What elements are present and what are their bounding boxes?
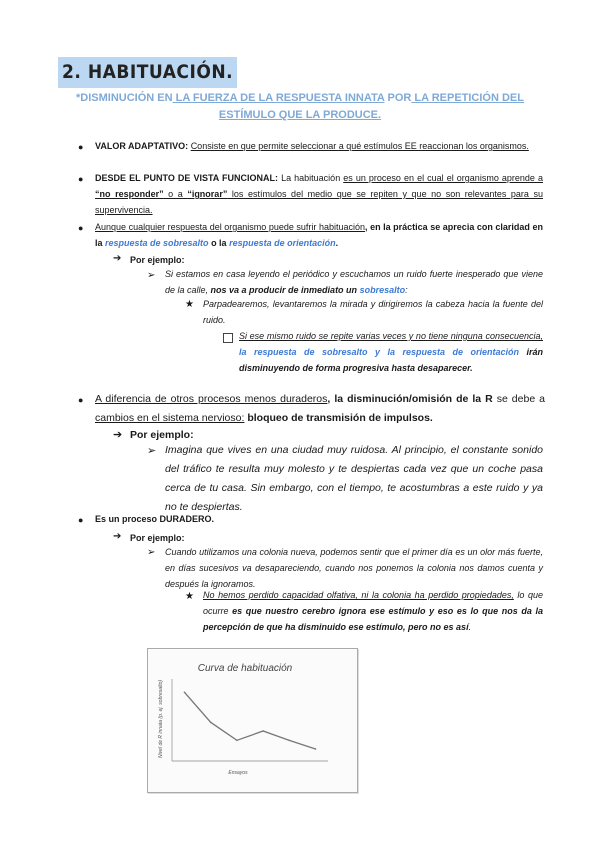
item-text: La habituación xyxy=(278,173,344,183)
chart-data-point xyxy=(210,722,212,724)
example-part: nos va a producir de inmediato un xyxy=(210,285,360,295)
item-text: , la disminución/omisión de la R xyxy=(327,393,493,405)
example-part: sobresalto xyxy=(359,285,406,295)
subtitle-part: *DISMINUCIÓN EN xyxy=(76,92,173,104)
chart-xlabel: Ensayos xyxy=(228,770,248,776)
example-star-text xyxy=(203,587,543,635)
example-part: irán disminuyendo de forma progresiva hasta desaparecer. xyxy=(239,347,543,373)
item-text: , en la práctica se aprecia con claridad en la xyxy=(95,222,543,248)
example-part: la respuesta de sobresalto y la respuesta de orientación xyxy=(239,347,519,357)
bullet-icon: ● xyxy=(78,515,84,525)
example-part: . xyxy=(468,622,472,632)
chart-title: Curva de habituación xyxy=(197,663,293,674)
item-text: o a xyxy=(163,189,188,199)
chart-data-point xyxy=(262,730,264,732)
checkbox-square-icon xyxy=(223,333,233,343)
chart-data-point xyxy=(315,748,317,750)
example-label: Por ejemplo: xyxy=(130,429,194,441)
item-text: . xyxy=(335,238,339,248)
item-text: respuesta de sobresalto xyxy=(105,238,209,248)
chart-ylabel: Nivel de R innata (p. ej. sobresalto) xyxy=(158,679,164,759)
example-part: Cuando utilizamos una colonia nueva, podemos sentir que el primer día es un olor más fuerte, en días sucesivos va desapareciendo, cuando nos ponemos la colonia nos damos cuenta y después la ignoramos. xyxy=(165,547,543,589)
arrow-icon: ➔ xyxy=(113,531,122,542)
item-text: se debe a xyxy=(492,393,546,405)
section-heading: 2. HABITUACIÓN. xyxy=(58,57,237,88)
item-text: A diferencia de otros procesos menos duraderos xyxy=(95,393,328,405)
item-duradero: Es un proceso DURADERO. xyxy=(95,514,215,524)
item-text: los estímulos del medio que se repiten y que no son relevantes para su supervivencia. xyxy=(95,189,543,215)
item-text: respuesta de orientación xyxy=(229,238,336,248)
section-subtitle xyxy=(70,90,530,124)
star-icon: ★ xyxy=(185,299,194,310)
item-funcional xyxy=(95,170,543,218)
subtitle-part: POR xyxy=(384,92,412,104)
item-diferencia xyxy=(95,390,545,428)
example-part: Si estamos en casa leyendo el periódico y escuchamos un ruido fuerte inesperado que viene de la calle, xyxy=(165,269,543,295)
star-icon: ★ xyxy=(185,591,194,602)
item-text: Consiste en que permite seleccionar a qué estímulos EE reaccionan los organismos. xyxy=(190,141,529,151)
item-text: bloqueo de transmisión de impulsos. xyxy=(244,412,433,424)
arrow-icon: ➔ xyxy=(113,253,122,264)
item-valor-adaptativo xyxy=(95,138,543,154)
item-text: Aunque cualquier respuesta del organismo puede sufrir habituación xyxy=(95,222,366,232)
example-part: Imagina que vives en una ciudad muy ruidosa. Al principio, el constante sonido del tráfico te resulta muy molesto y te despiertas cada vez que un coche pasa cerca de tu casa. Sin embargo, con el tiempo, te acostumbras a este ruido y ya no te despiertas. xyxy=(165,444,543,513)
item-text: “ignorar” xyxy=(187,189,228,199)
example-label: Por ejemplo: xyxy=(130,533,185,543)
item-text: o la xyxy=(208,238,230,248)
item-text: “no responder” xyxy=(95,189,164,199)
example-part: lo que ocurre xyxy=(203,590,543,616)
example-part: es que nuestro cerebro ignora ese estímulo y eso es lo que nos da la percepción de que ha disminuido ese estímulo, pero no es así xyxy=(203,606,543,632)
bullet-icon: ● xyxy=(78,142,84,152)
sub-arrow-icon: ➢ xyxy=(147,547,156,558)
item-label: VALOR ADAPTATIVO: xyxy=(95,141,189,151)
chart-series-line xyxy=(184,692,315,749)
example-text xyxy=(165,266,543,298)
item-text: es un proceso en el cual el organismo aprende a xyxy=(343,173,543,183)
subtitle-part: LA REPETICIÓN DEL ESTÍMULO QUE LA PRODUCE. xyxy=(218,92,524,121)
example-part: No hemos perdido capacidad olfativa, ni la colonia ha perdido propiedades, xyxy=(203,590,514,600)
chart-data-point xyxy=(184,692,186,694)
sub-arrow-icon: ➢ xyxy=(147,445,157,457)
sub-arrow-icon: ➢ xyxy=(147,270,156,281)
item-label: DESDE EL PUNTO DE VISTA FUNCIONAL: xyxy=(95,173,279,183)
example-star-text xyxy=(203,296,543,328)
subtitle-part: LA FUERZA DE LA RESPUESTA INNATA xyxy=(172,92,385,104)
example-part: Si ese mismo ruido se repite varias veces y no tiene ninguna consecuencia, xyxy=(239,331,543,341)
example-label: Por ejemplo: xyxy=(130,255,185,265)
bullet-icon: ● xyxy=(78,395,84,405)
chart-data-point xyxy=(289,740,291,742)
example-part: Parpadearemos, levantaremos la mirada y dirigiremos la cabeza hacia la fuente del ruido. xyxy=(203,299,543,325)
habituation-chart xyxy=(147,648,358,793)
item-aunque xyxy=(95,219,543,251)
example-check-text xyxy=(239,328,543,376)
item-text: cambios en el sistema nervioso: xyxy=(95,412,245,424)
example-part: : xyxy=(405,285,408,295)
example-text xyxy=(165,544,543,592)
chart-data-point xyxy=(236,740,238,742)
chart-svg xyxy=(148,649,357,792)
arrow-icon: ➔ xyxy=(113,429,123,441)
example-text xyxy=(165,441,543,517)
bullet-icon: ● xyxy=(78,174,84,184)
bullet-icon: ● xyxy=(78,223,84,233)
